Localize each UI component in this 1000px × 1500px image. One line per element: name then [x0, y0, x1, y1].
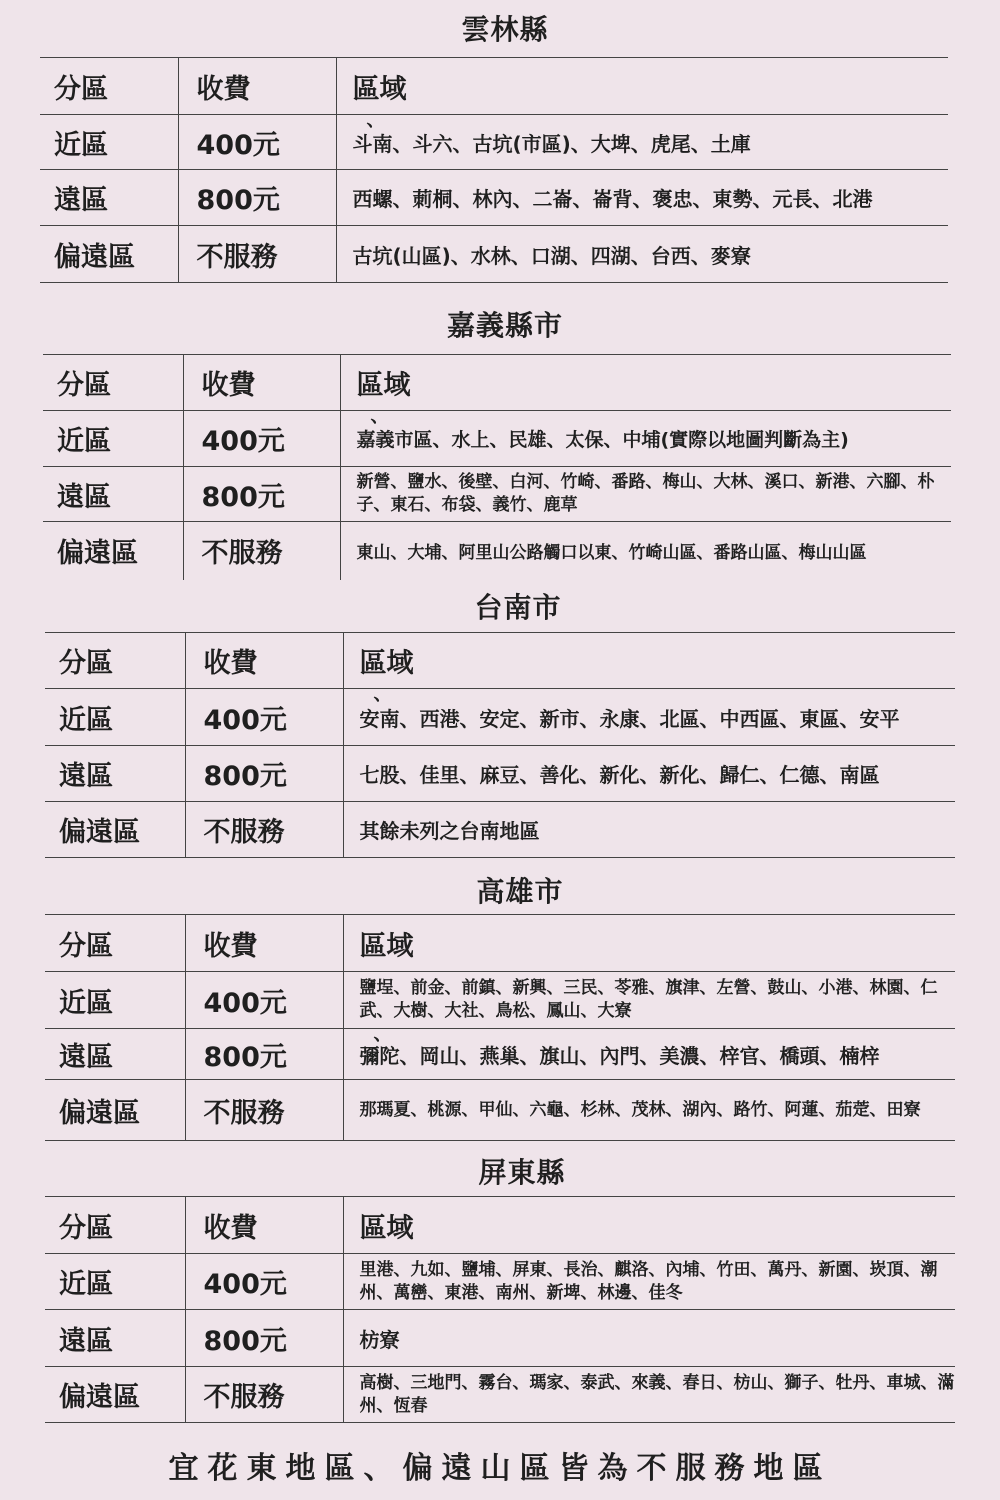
section-title-kaohsiung: 高雄市 — [476, 875, 564, 908]
area-cell: 那瑪夏、桃源、甲仙、六龜、杉林、茂林、湖內、路竹、阿蓮、茄萣、田寮 — [343, 1080, 955, 1141]
area-cell: 彌陀、岡山、燕巢、旗山、內門、美濃、梓官、橋頭、楠梓 — [343, 1029, 955, 1080]
table-row — [45, 1367, 955, 1423]
header-fee: 收費 — [178, 58, 336, 115]
area-cell: 七股、佳里、麻豆、善化、新化、新化、歸仁、仁德、南區 — [343, 746, 955, 802]
fee-cell: 不服務 — [178, 226, 336, 283]
fee-cell: 400元 — [183, 411, 340, 467]
fee-cell: 800元 — [178, 170, 336, 226]
fee-cell: 不服務 — [185, 802, 343, 858]
table-row — [43, 411, 951, 467]
fee-cell: 400元 — [178, 115, 336, 170]
zone-cell: 偏遠區 — [45, 1080, 185, 1141]
zone-cell: 遠區 — [43, 467, 183, 522]
table-row — [45, 802, 955, 858]
fee-cell: 800元 — [185, 1310, 343, 1367]
area-cell: 東山、大埔、阿里山公路觸口以東、竹崎山區、番路山區、梅山山區 — [340, 522, 951, 580]
table-row — [43, 522, 951, 580]
section-title-chiayi: 嘉義縣市 — [446, 309, 563, 342]
area-cell: 枋寮 — [343, 1310, 955, 1367]
table-row — [45, 1310, 955, 1367]
table-row — [40, 115, 948, 170]
tick-mark: 、 — [373, 1024, 392, 1045]
fee-cell: 不服務 — [185, 1080, 343, 1141]
header-zone: 分區 — [43, 355, 183, 411]
zone-cell: 近區 — [45, 972, 185, 1029]
table-row — [45, 689, 955, 746]
fee-cell: 400元 — [185, 972, 343, 1029]
header-area: 區域 — [343, 1197, 955, 1254]
fee-table-pingtung — [45, 1196, 955, 1423]
fee-table-yunlin — [40, 57, 948, 283]
area-cell: 其餘未列之台南地區 — [343, 802, 955, 858]
table-row — [45, 972, 955, 1029]
zone-cell: 偏遠區 — [43, 522, 183, 580]
header-fee: 收費 — [185, 915, 343, 972]
zone-cell: 近區 — [43, 411, 183, 467]
header-area: 區域 — [352, 73, 407, 105]
fee-cell: 800元 — [183, 467, 340, 522]
area-cell: 西螺、莿桐、林內、二崙、崙背、褒忠、東勢、元長、北港 — [336, 170, 948, 226]
area-cell: 新營、鹽水、後壁、白河、竹崎、番路、梅山、大林、溪口、新港、六腳、朴子、東石、布袋、義竹、鹿草 — [340, 467, 951, 522]
table-row — [40, 170, 948, 226]
header-zone: 分區 — [40, 58, 178, 115]
zone-cell: 遠區 — [40, 170, 178, 226]
fee-table-tainan — [45, 632, 955, 858]
table-header-row — [43, 355, 951, 411]
table-row — [45, 1254, 955, 1310]
table-header-row — [45, 1197, 955, 1254]
zone-cell: 偏遠區 — [45, 1367, 185, 1423]
header-area: 區域 — [356, 370, 411, 401]
zone-cell: 遠區 — [45, 1029, 185, 1080]
fee-cell: 400元 — [185, 1254, 343, 1310]
tick-mark: 、 — [370, 406, 389, 427]
fee-cell: 不服務 — [185, 1367, 343, 1423]
table-row — [45, 1029, 955, 1080]
section-title-pingtung: 屏東縣 — [478, 1156, 566, 1189]
section-title-yunlin: 雲林縣 — [461, 13, 549, 46]
header-zone: 分區 — [45, 633, 185, 689]
zone-cell: 遠區 — [45, 746, 185, 802]
fee-cell: 不服務 — [183, 522, 340, 580]
zone-cell: 遠區 — [45, 1310, 185, 1367]
zone-cell: 近區 — [40, 115, 178, 170]
header-fee: 收費 — [183, 355, 340, 411]
header-area: 區域 — [359, 648, 414, 679]
area-cell: 安南、西港、安定、新市、永康、北區、中西區、東區、安平 — [343, 689, 955, 746]
footer-notice: 宜花東地區、偏遠山區皆為不服務地區 — [168, 1451, 832, 1486]
tick-mark: 、 — [373, 684, 392, 705]
zone-cell: 近區 — [45, 689, 185, 746]
area-cell: 古坑(山區)、水林、口湖、四湖、台西、麥寮 — [336, 226, 948, 283]
fee-cell: 400元 — [185, 689, 343, 746]
fee-table-kaohsiung — [45, 914, 955, 1141]
table-row — [43, 467, 951, 522]
area-cell: 鹽埕、前金、前鎮、新興、三民、苓雅、旗津、左營、鼓山、小港、林園、仁武、大樹、大社、鳥松、鳳山、大寮 — [359, 978, 938, 1021]
area-cell: 嘉義市區、水上、民雄、太保、中埔(實際以地圖判斷為主) — [340, 411, 951, 467]
zone-cell: 偏遠區 — [45, 802, 185, 858]
header-area: 區域 — [343, 915, 955, 972]
table-row — [45, 746, 955, 802]
header-fee: 收費 — [185, 1197, 343, 1254]
zone-cell: 偏遠區 — [40, 226, 178, 283]
header-fee: 收費 — [185, 633, 343, 689]
header-zone: 分區 — [45, 915, 185, 972]
section-title-tainan: 台南市 — [474, 591, 562, 624]
tick-mark: 、 — [366, 110, 385, 131]
area-cell: 高樹、三地門、霧台、瑪家、泰武、來義、春日、枋山、獅子、牡丹、車城、滿州、恆春 — [343, 1367, 955, 1423]
fee-cell: 800元 — [185, 1029, 343, 1080]
zone-cell: 近區 — [45, 1254, 185, 1310]
table-header-row — [45, 633, 955, 689]
table-header-row — [45, 915, 955, 972]
table-header-row — [40, 58, 948, 115]
area-cell: 斗南、斗六、古坑(市區)、大埤、虎尾、土庫 — [336, 115, 948, 170]
fee-table-chiayi — [43, 354, 951, 580]
fee-cell: 800元 — [185, 746, 343, 802]
header-zone: 分區 — [45, 1197, 185, 1254]
table-row — [45, 1080, 955, 1141]
table-row — [40, 226, 948, 283]
area-cell: 里港、九如、鹽埔、屏東、長治、麒洛、內埔、竹田、萬丹、新園、崁頂、潮州、萬巒、東港、南州、新埤、林邊、佳冬 — [343, 1254, 955, 1310]
